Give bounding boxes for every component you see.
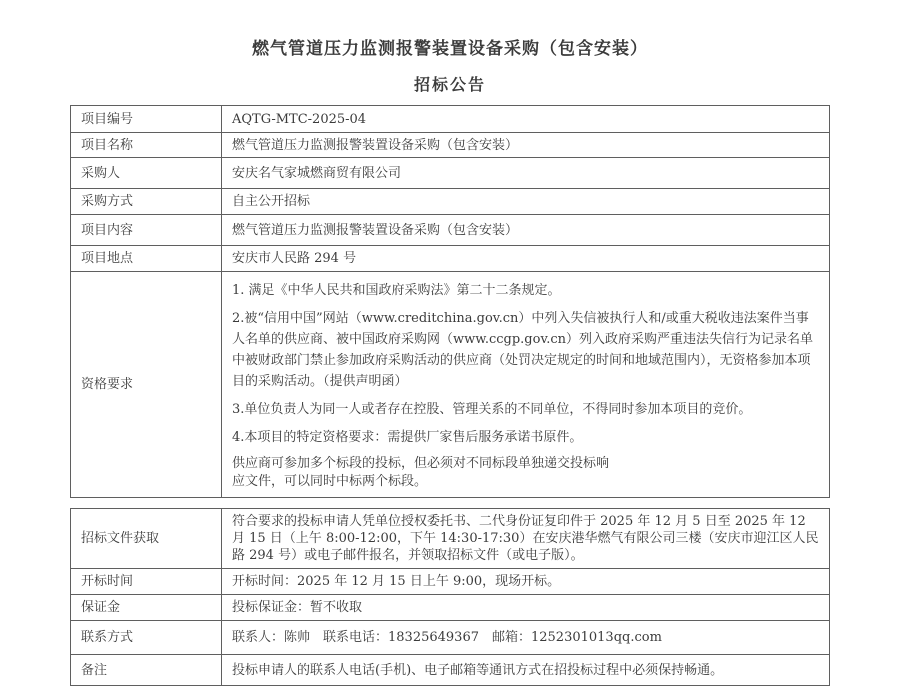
row-value: 联系人：陈帅 联系电话：18325649367 邮箱：1252301013qq.com: [222, 621, 830, 655]
row-label: 招标文件获取: [71, 509, 222, 569]
row-label: 采购人: [71, 158, 222, 189]
row-label: 备注: [71, 655, 222, 686]
row-label: 开标时间: [71, 569, 222, 595]
row-value: 投标保证金：暂不收取: [222, 595, 830, 621]
table-row-project-content: [71, 215, 830, 246]
document-title: 燃气管道压力监测报警装置设备采购（包含安装）: [252, 39, 648, 59]
qualification-paragraph: 2.被“信用中国”网站（www.creditchina.gov.cn）中列入失信被执行人和/或重大税收违法案件当事人名单的供应商、被中国政府采购网（www.ccgp.gov.cn）列入政府采购严重违法失信行为记录名单中被财政部门禁止参加政府采购活动的供应商（处罚决定规定的时间和地域范围内），无资格参加本项目的采购活动。（提供声明函）: [232, 311, 814, 389]
document-subtitle: 招标公告: [413, 75, 486, 94]
table-row-project-number: [71, 106, 830, 133]
qualification-note-line: 应文件，可以同时中标两个标段。: [232, 474, 428, 489]
qualification-note-line: 供应商可参加多个标段的投标，但必须对不同标段单独递交投标响: [232, 456, 610, 471]
row-value: 符合要求的投标申请人凭单位授权委托书、二代身份证复印件于 2025 年 12 月 5 日至 2025 年 12 月 15 日（上午 8:00-12:00，下午 14:30-17:30）在安庆港华燃气有限公司三楼（安庆市迎江区人民路 294 号）或电子邮件报名，并领取招标文件（或电子版）。: [222, 509, 830, 569]
table-row-project-location: [71, 246, 830, 272]
table-row-remarks: [71, 655, 830, 686]
row-value: 自主公开招标: [222, 189, 830, 215]
row-label: 保证金: [71, 595, 222, 621]
row-label: 采购方式: [71, 189, 222, 215]
table-row-qualification: [71, 272, 830, 498]
row-label: 资格要求: [71, 272, 222, 498]
project-info-table: [70, 105, 830, 498]
row-value: 投标申请人的联系人电话(手机)、电子邮箱等通讯方式在招投标过程中必须保持畅通。: [222, 655, 830, 686]
row-label: 项目内容: [71, 215, 222, 246]
table-row-project-name: [71, 133, 830, 158]
table-row-document-obtain: [71, 509, 830, 569]
table-row-procurement-method: [71, 189, 830, 215]
table-row-contact: [71, 621, 830, 655]
table-row-opening-time: [71, 569, 830, 595]
qualification-requirements-cell: [222, 272, 830, 498]
bid-details-table: [70, 508, 830, 686]
qualification-paragraph: 4.本项目的特定资格要求：需提供厂家售后服务承诺书原件。: [232, 430, 583, 445]
row-label: 联系方式: [71, 621, 222, 655]
qualification-paragraph: 3.单位负责人为同一人或者存在控股、管理关系的不同单位，不得同时参加本项目的竞价。: [232, 402, 752, 417]
qualification-paragraph: 1. 满足《中华人民共和国政府采购法》第二十二条规定。: [232, 283, 561, 298]
row-value: 开标时间：2025 年 12 月 15 日上午 9:00，现场开标。: [222, 569, 830, 595]
table-row-deposit: [71, 595, 830, 621]
row-value: 燃气管道压力监测报警装置设备采购（包含安装）: [222, 133, 830, 158]
row-label: 项目编号: [71, 106, 222, 133]
row-value: AQTG-MTC-2025-04: [222, 106, 830, 133]
row-value: 燃气管道压力监测报警装置设备采购（包含安装）: [222, 215, 830, 246]
table-row-purchaser: [71, 158, 830, 189]
row-label: 项目名称: [71, 133, 222, 158]
row-value: 安庆市人民路 294 号: [222, 246, 830, 272]
row-label: 项目地点: [71, 246, 222, 272]
row-value: 安庆名气家城燃商贸有限公司: [222, 158, 830, 189]
